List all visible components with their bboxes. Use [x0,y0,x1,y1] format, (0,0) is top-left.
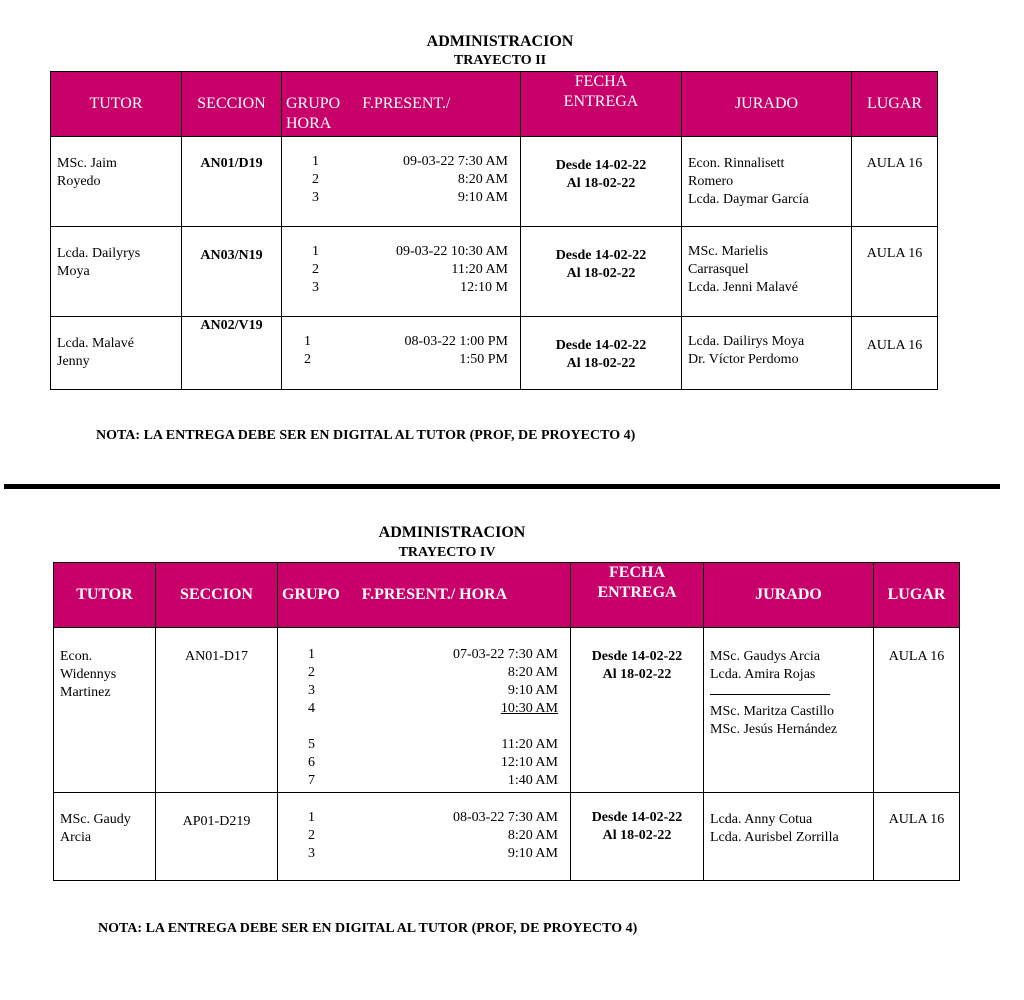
header-lugar: LUGAR [852,72,938,137]
cell-tutor [54,793,156,881]
group-time: 08-03-22 7:30 AM [453,810,558,825]
group-time: 07-03-22 7:30 AM [453,647,558,662]
block1-title: ADMINISTRACION [426,33,574,50]
section-divider [4,484,1000,489]
group-time: 8:20 AM [507,828,558,843]
header-fecha: FECHA [609,564,665,581]
fecha-desde: Desde 14-02-22 [591,810,683,825]
table-row [54,628,960,793]
group-time: 8:20 AM [457,172,508,187]
group-number: 2 [312,262,319,277]
jurado-line: MSc. Maritza Castillo [710,704,835,719]
jurado-line: MSc. Marielis [688,244,769,259]
cell-fecha-entrega [521,227,682,317]
fecha-al: Al 18-02-22 [566,176,636,191]
tutor-line: Martinez [60,685,111,700]
group-time: 8:20 AM [507,665,558,680]
header-seccion: SECCION [182,72,282,137]
cell-jurado [704,793,874,881]
group-time: 12:10 AM [500,755,558,770]
header-fecha: FECHA [574,73,628,90]
header-seccion: SECCION [156,563,278,628]
group-number: 2 [308,665,315,680]
header-grupo: GRUPO [286,95,341,112]
group-time: 11:20 AM [501,737,558,752]
cell-lugar: AULA 16 [852,317,938,390]
cell-lugar: AULA 16 [874,628,960,793]
cell-seccion: AP01-D219 [156,793,278,881]
tutor-line: Moya [57,264,90,279]
tutor-line: Lcda. Malavé [57,336,134,351]
header-fecha-entrega [521,72,682,137]
table-header-row [54,563,960,628]
block2-note: NOTA: LA ENTREGA DEBE SER EN DIGITAL AL TUTOR (PROF, DE PROYECTO 4) [98,921,638,936]
cell-grupo-hora [282,317,521,390]
tutor-line: Lcda. Dailyrys [57,246,141,261]
header-tutor: TUTOR [54,563,156,628]
header-fpresent: F.PRESENT./ [362,95,451,112]
group-number: 1 [304,334,311,349]
jurado-line: MSc. Gaudys Arcia [710,649,821,664]
table-row [51,137,938,227]
header-jurado: JURADO [682,72,852,137]
table-header-row [51,72,938,137]
cell-seccion: AN01/D19 [182,137,282,227]
table-row [51,227,938,317]
fecha-desde: Desde 14-02-22 [555,248,647,263]
fecha-desde: Desde 14-02-22 [591,649,683,664]
jurado-separator [710,684,830,695]
cell-fecha-entrega [521,317,682,390]
cell-lugar: AULA 16 [852,227,938,317]
cell-fecha-entrega [571,793,704,881]
cell-grupo-hora [282,227,521,317]
fecha-al: Al 18-02-22 [566,266,636,281]
jurado-line: Econ. Rinnalisett [688,156,785,171]
header-entrega: ENTREGA [597,584,677,601]
cell-jurado [704,628,874,793]
group-number: 1 [308,647,315,662]
cell-fecha-entrega [521,137,682,227]
tutor-line: MSc. Gaudy [60,812,131,827]
group-number: 2 [308,828,315,843]
header-lugar: LUGAR [874,563,960,628]
group-time: 9:10 AM [507,846,558,861]
jurado-line: Carrasquel [688,262,749,277]
header-grupo: GRUPO [282,586,340,603]
tutor-line: Jenny [57,354,90,369]
group-number: 3 [312,280,319,295]
group-number: 1 [308,810,315,825]
group-time: 1:40 AM [507,773,558,788]
group-time: 9:10 AM [507,683,558,698]
tutor-line: Widennys [60,667,117,682]
fecha-desde: Desde 14-02-22 [555,158,647,173]
group-time: 09-03-22 7:30 AM [403,154,508,169]
header-hora: HORA [286,115,332,132]
tutor-line: Royedo [57,174,101,189]
table-row [54,793,960,881]
jurado-line: Lcda. Aurisbel Zorrilla [710,830,839,845]
header-grupo-fpresent [282,72,521,137]
cell-seccion: AN03/N19 [182,227,282,317]
group-number: 2 [312,172,319,187]
jurado-line: Lcda. Anny Cotua [710,812,813,827]
block1-subtitle: TRAYECTO II [453,53,547,68]
group-time: 09-03-22 10:30 AM [396,244,508,259]
cell-tutor [51,317,182,390]
group-number: 3 [308,846,315,861]
header-entrega: ENTREGA [563,93,639,110]
cell-jurado [682,137,852,227]
fecha-al: Al 18-02-22 [566,356,636,371]
cell-tutor [51,137,182,227]
jurado-line: Lcda. Jenni Malavé [688,280,799,295]
schedule-table-trayecto-ii [50,71,938,390]
group-number: 5 [308,737,315,752]
cell-jurado [682,227,852,317]
cell-seccion: AN01-D17 [156,628,278,793]
jurado-line: Lcda. Dailirys Moya [688,334,805,349]
header-fpresent: F.PRESENT./ HORA [361,586,508,603]
header-grupo-fpresent [278,563,571,628]
group-number: 6 [308,755,315,770]
cell-tutor [51,227,182,317]
group-time: 10:30 AM [500,701,558,716]
group-number: 3 [308,683,315,698]
fecha-desde: Desde 14-02-22 [555,338,647,353]
tutor-line: Econ. [60,649,93,664]
jurado-line: MSc. Jesús Hernández [710,722,838,737]
block2-subtitle: TRAYECTO IV [398,545,496,560]
group-time: 1:50 PM [459,352,508,367]
cell-tutor [54,628,156,793]
block2-title: ADMINISTRACION [378,524,526,541]
schedule-table-trayecto-iv [53,562,960,881]
jurado-line: Romero [688,174,734,189]
header-fecha-entrega [571,563,704,628]
jurado-line: Lcda. Amira Rojas [710,667,816,682]
cell-grupo-hora [282,137,521,227]
cell-grupo-hora [278,793,571,881]
tutor-line: Arcia [60,830,92,845]
cell-grupo-hora [278,628,571,793]
tutor-line: MSc. Jaim [57,156,117,171]
group-time: 08-03-22 1:00 PM [404,334,508,349]
cell-lugar: AULA 16 [874,793,960,881]
cell-fecha-entrega [571,628,704,793]
cell-jurado [682,317,852,390]
header-jurado: JURADO [704,563,874,628]
group-time: 11:20 AM [451,262,508,277]
group-number: 2 [304,352,311,367]
group-number: 4 [308,701,315,716]
header-tutor: TUTOR [51,72,182,137]
group-number: 3 [312,190,319,205]
fecha-al: Al 18-02-22 [602,667,672,682]
group-number: 1 [312,154,319,169]
group-number: 1 [312,244,319,259]
block1-note: NOTA: LA ENTREGA DEBE SER EN DIGITAL AL TUTOR (PROF, DE PROYECTO 4) [96,428,636,443]
jurado-line: Lcda. Daymar García [688,192,809,207]
group-time: 9:10 AM [457,190,508,205]
jurado-line: Dr. Víctor Perdomo [688,352,799,367]
group-number: 7 [308,773,315,788]
table-row [51,317,938,390]
cell-seccion: AN02/V19 [182,317,282,390]
group-time: 12:10 M [460,280,508,295]
fecha-al: Al 18-02-22 [602,828,672,843]
cell-lugar: AULA 16 [852,137,938,227]
